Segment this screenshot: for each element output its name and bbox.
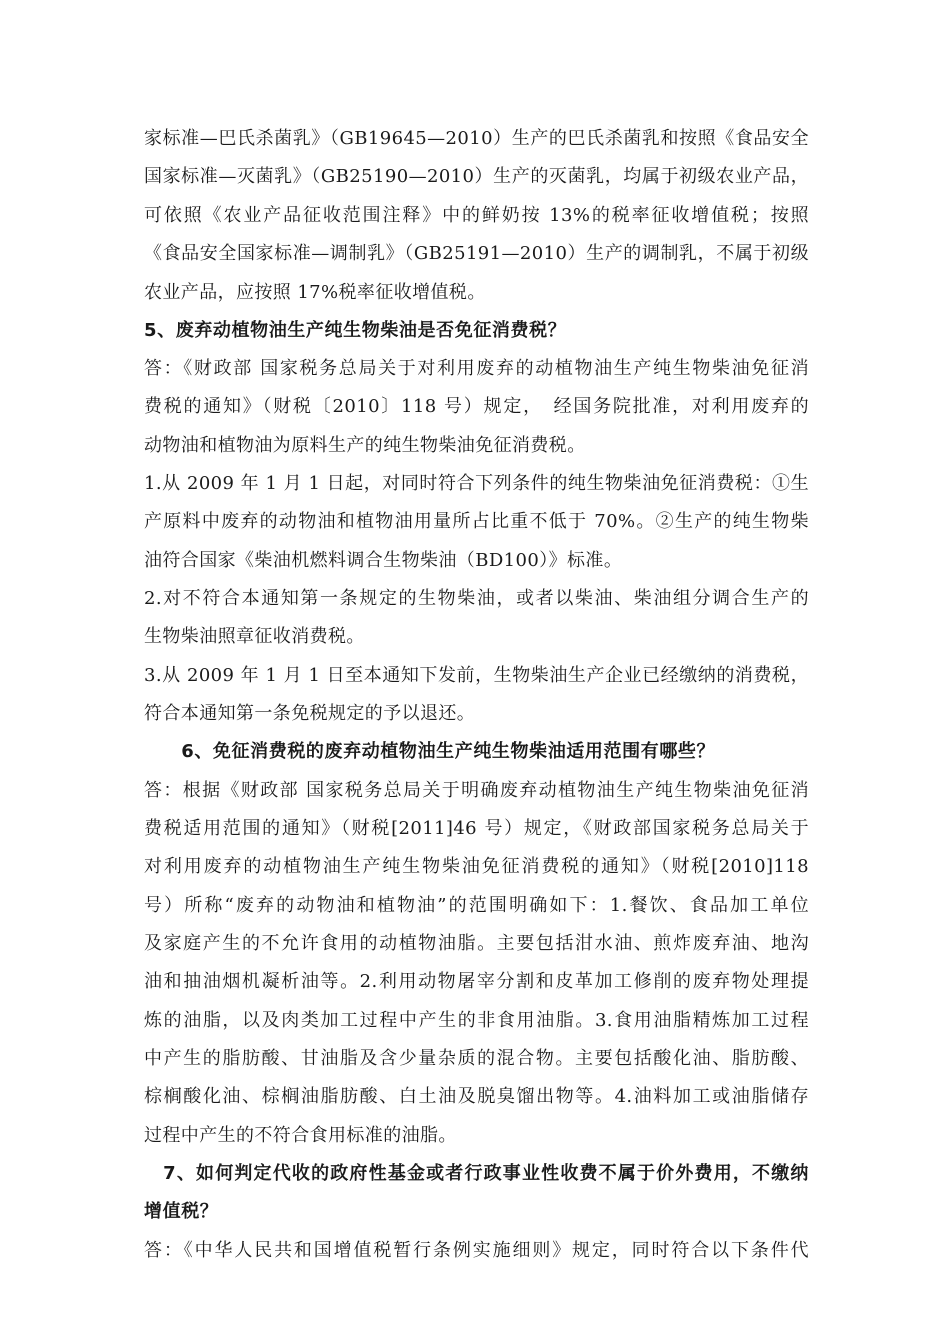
body-text-line: 农业产品，应按照 17%税率征收增值税。 [144,282,486,303]
body-text-line: 2.对不符合本通知第一条规定的生物柴油，或者以柴油、柴油组分调合生产的 [144,588,809,609]
body-text-line: 答：根据《财政部 国家税务总局关于明确废弃动植物油生产纯生物柴油免征消 [144,780,809,801]
body-text-line: 棕榈酸化油、棕榈油脂肪酸、白土油及脱臭馏出物等。4.油料加工或油脂储存 [144,1086,809,1107]
body-text-line: 答：《财政部 国家税务总局关于对利用废弃的动植物油生产纯生物柴油免征消 [144,358,809,379]
body-text-line: 生物柴油照章征收消费税。 [144,626,365,647]
body-text-line: 及家庭产生的不允许食用的动植物油脂。主要包括泔水油、煎炸废弃油、地沟 [144,933,809,954]
body-text-line: 产原料中废弃的动物油和植物油用量所占比重不低于 70%。②生产的纯生物柴 [144,511,809,532]
body-text-line: 油和抽油烟机凝析油等。2.利用动物屠宰分割和皮革加工修削的废弃物处理提 [144,971,809,992]
body-text-line: 费税适用范围的通知》（财税[2011]46 号）规定，《财政部国家税务总局关于 [144,818,809,839]
body-text-line: 答：《中华人民共和国增值税暂行条例实施细则》规定，同时符合以下条件代 [144,1240,809,1261]
body-text-line: 中产生的脂肪酸、甘油脂及含少量杂质的混合物。主要包括酸化油、脂肪酸、 [144,1048,809,1069]
body-text-line: 油符合国家《柴油机燃料调合生物柴油（BD100）》标准。 [144,550,623,571]
body-text-line: 过程中产生的不符合食用标准的油脂。 [144,1125,457,1146]
body-text-line: 可依照《农业产品征收范围注释》中的鲜奶按 13%的税率征收增值税；按照 [144,205,809,226]
question-heading-line: 7、如何判定代收的政府性基金或者行政事业性收费不属于价外费用，不缴纳 [144,1163,809,1184]
body-text-line: 国家标准—灭菌乳》（GB25190—2010）生产的灭菌乳，均属于初级农业产品， [144,166,809,187]
body-text-line: 号）所称“废弃的动物油和植物油”的范围明确如下：1.餐饮、食品加工单位 [144,895,809,916]
body-text-line: 费税的通知》（财税〔2010〕118 号）规定， 经国务院批准，对利用废弃的 [144,396,809,417]
question-heading-line: 增值税？ [144,1201,219,1222]
body-text-line: 动物油和植物油为原料生产的纯生物柴油免征消费税。 [144,435,586,456]
body-text-line: 对利用废弃的动植物油生产纯生物柴油免征消费税的通知》（财税[2010]118 [144,856,809,877]
body-text-line: 《食品安全国家标准—调制乳》（GB25191—2010）生产的调制乳，不属于初级 [144,243,809,264]
body-text-line: 炼的油脂，以及肉类加工过程中产生的非食用油脂。3.食用油脂精炼加工过程 [144,1010,809,1031]
question-heading-line: 6、免征消费税的废弃动植物油生产纯生物柴油适用范围有哪些？ [144,741,716,762]
question-heading-line: 5、废弃动植物油生产纯生物柴油是否免征消费税？ [144,320,567,341]
body-text-line: 1.从 2009 年 1 月 1 日起，对同时符合下列条件的纯生物柴油免征消费税：①生 [144,473,809,494]
body-text-line: 3.从 2009 年 1 月 1 日至本通知下发前，生物柴油生产企业已经缴纳的消费税， [144,665,809,686]
body-text-line: 家标准—巴氏杀菌乳》（GB19645—2010）生产的巴氏杀菌乳和按照《食品安全 [144,128,809,149]
body-text-line: 符合本通知第一条免税规定的予以退还。 [144,703,476,724]
